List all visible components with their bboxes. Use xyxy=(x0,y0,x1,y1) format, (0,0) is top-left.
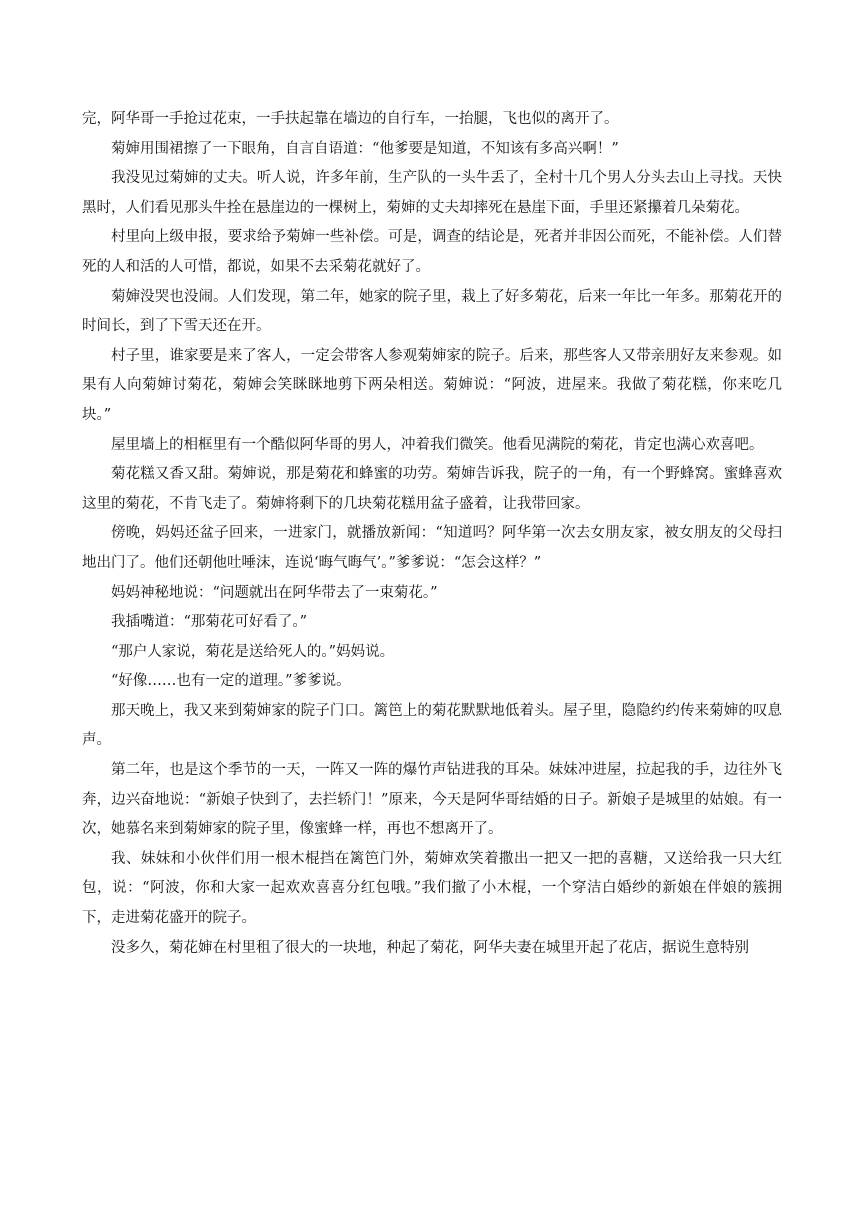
paragraph: “好像……也有一定的道理。”爹爹说。 xyxy=(111,673,351,690)
paragraph: 菊花糕又香又甜。菊婶说，那是菊花和蜂蜜的功劳。菊婶告诉我，院子的一角，有一个野蜂窝。蜜蜂喜欢这里的菊花，不肯飞走了。菊婶将剩下的几块菊花糕用盆子盛着，让我带回家。 xyxy=(82,466,782,512)
paragraph: 我、妹妹和小伙伴们用一根木棍挡在篱笆门外，菊婶欢笑着撒出一把又一把的喜糖，又送给我一只大红包，说：“阿波，你和大家一起欢欢喜喜分红包哦。”我们撤了小木棍，一个穿洁白婚纱的新娘在伴娘的簇拥下，走进菊花盛开的院子。 xyxy=(82,850,782,927)
paragraph: 我没见过菊婶的丈夫。听人说，许多年前，生产队的一头牛丢了，全村十几个男人分头去山上寻找。天快黑时，人们看见那头牛拴在悬崖边的一棵树上，菊婶的丈夫却摔死在悬崖下面，手里还紧攥着几朵菊花。 xyxy=(82,170,782,216)
paragraph: 村里向上级申报，要求给予菊婶一些补偿。可是，调查的结论是，死者并非因公而死，不能补偿。人们替死的人和活的人可惜，都说，如果不去采菊花就好了。 xyxy=(82,229,782,275)
paragraph: “那户人家说，菊花是送给死人的。”妈妈说。 xyxy=(111,643,395,660)
paragraph: 第二年，也是这个季节的一天，一阵又一阵的爆竹声钻进我的耳朵。妹妹冲进屋，拉起我的手，边往外飞奔，边兴奋地说：“新娘子快到了，去拦轿门！”原来，今天是阿华哥结婚的日子。新娘子是城里的姑娘。有一次，她慕名来到菊婶家的院子里，像蜜蜂一样，再也不想离开了。 xyxy=(82,762,782,838)
paragraph: 傍晚，妈妈还盆子回来，一进家门，就播放新闻：“知道吗？阿华第一次去女朋友家，被女朋友的父母扫地出门了。他们还朝他吐唾沫，连说‘晦气晦气’。”爹爹说：“怎会这样？” xyxy=(82,525,782,571)
paragraph: 没多久，菊花婶在村里租了很大的一块地，种起了菊花，阿华夫妻在城里开起了花店，据说生意特别 xyxy=(111,939,749,956)
article-body xyxy=(82,105,782,963)
paragraph: 我插嘴道：“那菊花可好看了。” xyxy=(111,614,308,631)
paragraph: 菊婶没哭也没闹。人们发现，第二年，她家的院子里，栽上了好多菊花，后来一年比一年多。那菊花开的时间长，到了下雪天还在开。 xyxy=(82,288,782,335)
paragraph: 那天晚上，我又来到菊婶家的院子门口。篱笆上的菊花默默地低着头。屋子里，隐隐约约传来菊婶的叹息声。 xyxy=(82,702,782,749)
paragraph: 菊婶用围裙擦了一下眼角，自言自语道：“他爹要是知道，不知该有多高兴啊！” xyxy=(111,140,619,157)
paragraph: 完，阿华哥一手抢过花束，一手扶起靠在墙边的自行车，一抬腿，飞也似的离开了。 xyxy=(82,111,619,127)
paragraph: 妈妈神秘地说：“问题就出在阿华带去了一束菊花。” xyxy=(111,584,438,601)
paragraph: 村子里，谁家要是来了客人，一定会带客人参观菊婶家的院子。后来，那些客人又带亲朋好友来参观。如果有人向菊婶讨菊花，菊婶会笑眯眯地剪下两朵相送。菊婶说：“阿波，进屋来。我做了菊花糕，你来吃几块。” xyxy=(82,347,782,423)
paragraph: 屋里墙上的相框里有一个酷似阿华哥的男人，冲着我们微笑。他看见满院的菊花，肯定也满心欢喜吧。 xyxy=(111,436,764,453)
